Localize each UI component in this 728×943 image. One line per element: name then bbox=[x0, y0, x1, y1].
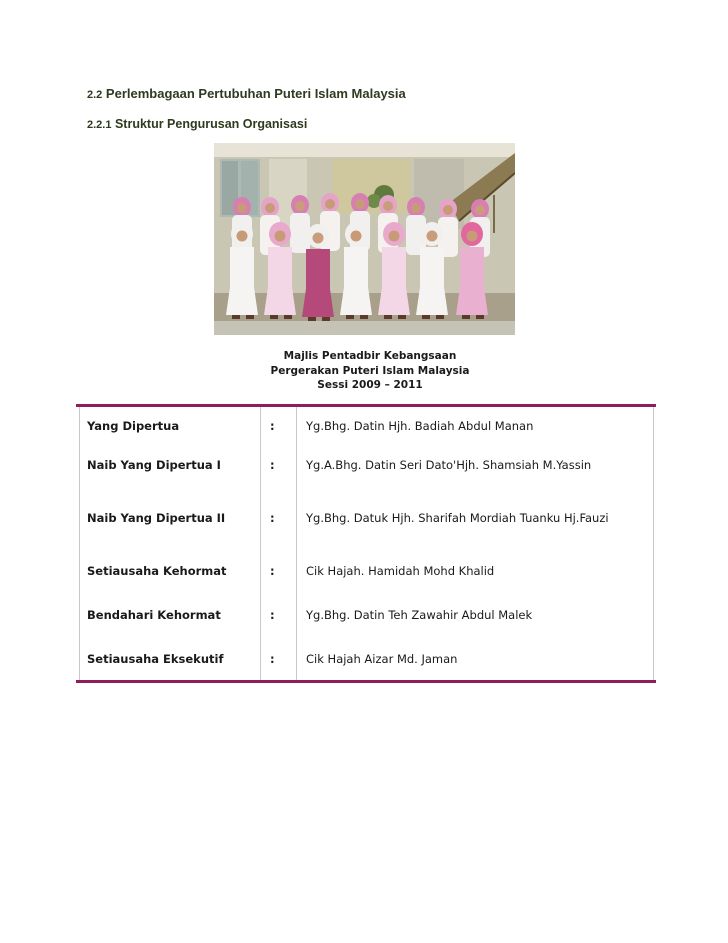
role-cell: Setiausaha Eksekutif bbox=[87, 652, 224, 666]
separator-cell: : bbox=[270, 652, 275, 666]
separator-cell: : bbox=[270, 564, 275, 578]
name-cell: Yg.A.Bhg. Datin Seri Dato'Hjh. Shamsiah M.Yassin bbox=[306, 458, 592, 472]
role-cell: Bendahari Kehormat bbox=[87, 608, 221, 622]
subsection-number: 2.2.1 bbox=[87, 119, 112, 131]
separator-cell: : bbox=[270, 608, 275, 622]
separator-cell: : bbox=[270, 511, 275, 525]
role-cell: Naib Yang Dipertua II bbox=[87, 511, 226, 525]
subsection-title: Struktur Pengurusan Organisasi bbox=[114, 117, 308, 131]
photo-caption bbox=[240, 349, 500, 393]
name-cell: Cik Hajah Aizar Md. Jaman bbox=[306, 652, 458, 666]
group-photo bbox=[214, 143, 515, 335]
section-heading bbox=[87, 86, 406, 101]
committee-table bbox=[76, 404, 656, 684]
table-column-divider bbox=[260, 407, 261, 680]
separator-cell: : bbox=[270, 419, 275, 433]
role-cell: Yang Dipertua bbox=[87, 419, 180, 433]
caption-line-2: Pergerakan Puteri Islam Malaysia bbox=[270, 364, 470, 377]
table-left-border bbox=[79, 407, 80, 680]
role-cell: Setiausaha Kehormat bbox=[87, 564, 227, 578]
group-photo-image bbox=[214, 143, 515, 335]
table-right-border bbox=[653, 407, 654, 680]
section-number: 2.2 bbox=[87, 89, 103, 101]
name-cell: Yg.Bhg. Datin Hjh. Badiah Abdul Manan bbox=[306, 419, 534, 433]
name-cell: Cik Hajah. Hamidah Mohd Khalid bbox=[306, 564, 495, 578]
table-bottom-rule bbox=[76, 680, 656, 683]
name-cell: Yg.Bhg. Datin Teh Zawahir Abdul Malek bbox=[306, 608, 533, 622]
name-cell: Yg.Bhg. Datuk Hjh. Sharifah Mordiah Tuanku Hj.Fauzi bbox=[306, 511, 609, 525]
separator-cell: : bbox=[270, 458, 275, 472]
role-cell: Naib Yang Dipertua I bbox=[87, 458, 221, 472]
section-title: Perlembagaan Pertubuhan Puteri Islam Malaysia bbox=[105, 86, 406, 101]
caption-line-1: Majlis Pentadbir Kebangsaan bbox=[283, 350, 457, 362]
subsection-heading bbox=[87, 117, 307, 131]
table-top-rule bbox=[76, 404, 656, 407]
table-column-divider bbox=[296, 407, 297, 680]
caption-line-3: Sessi 2009 – 2011 bbox=[317, 379, 423, 391]
